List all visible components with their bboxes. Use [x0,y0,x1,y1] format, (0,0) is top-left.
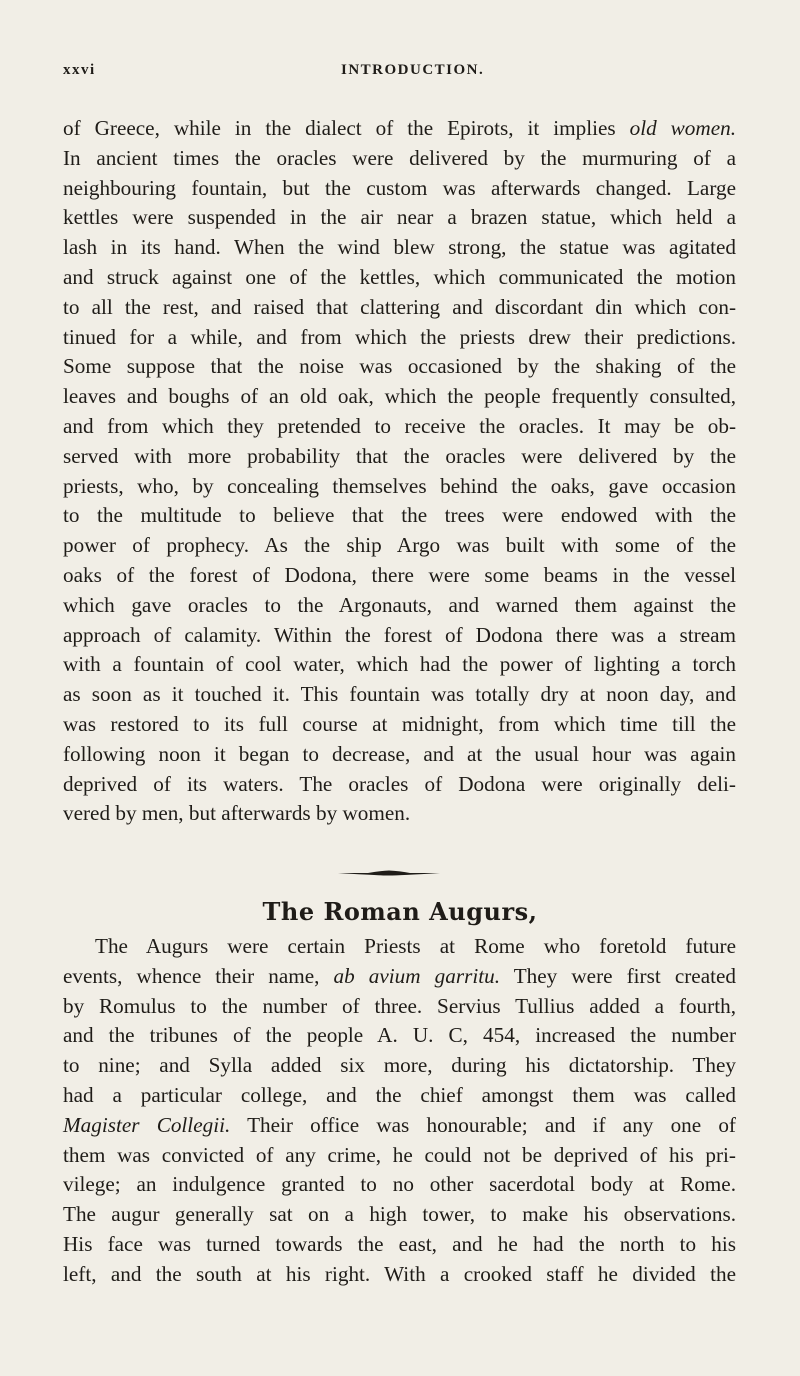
text-line: neighbouring fountain, but the custom was afterwards changed. Large [63,175,736,200]
text-line: power of prophecy. As the ship Argo was built with some of the [63,533,736,558]
text-line: vered by men, but afterwards by women. [63,801,411,826]
text-line: oaks of the forest of Dodona, there were some beams in the vessel [63,562,736,587]
italic-phrase: ab avium garritu. [333,963,501,988]
text-line: with a fountain of cool water, which had the power of lighting a torch [63,652,736,677]
text-line: approach of calamity. Within the forest of Dodona there was a stream [63,622,736,647]
text-line: of Greece, while in the dialect of the Epirots, it implies old women. [63,116,737,140]
text-line: served with more probability that the oracles were delivered by the [63,443,736,468]
text-line: and the tribunes of the people A. U. C, 454, increased the number [63,1023,736,1048]
text-line: and from which they pretended to receive the oracles. It may be ob- [63,413,736,438]
text-line: priests, who, by concealing themselves behind the oaks, gave occasion [63,473,736,498]
italic-phrase: old women. [629,116,737,140]
text-line: Some suppose that the noise was occasioned by the shaking of the [63,354,736,379]
text-line: tinued for a while, and from which the priests drew their predictions. [63,324,736,349]
text-line: Magister Collegii. Their office was honourable; and if any one of [63,1112,736,1137]
text-line: by Romulus to the number of three. Servius Tullius added a fourth, [63,993,736,1018]
text-line: deprived of its waters. The oracles of Dodona were originally deli- [63,771,736,796]
ornamental-divider [338,870,440,876]
text-line: kettles were suspended in the air near a brazen statue, which held a [63,205,736,230]
text-line: as soon as it touched it. This fountain was totally dry at noon day, and [63,682,736,707]
text-line: to nine; and Sylla added six more, during his dictatorship. They [63,1053,736,1078]
text-line: His face was turned towards the east, and he had the north to his [63,1231,736,1256]
text-line: to all the rest, and raised that clattering and discordant din which con- [63,294,736,319]
text-line: The Augurs were certain Priests at Rome who foretold future [95,934,736,958]
text-line: events, whence their name, ab avium garritu. They were first created [63,963,736,988]
text-line: and struck against one of the kettles, which communicated the motion [63,264,736,289]
text-line: which gave oracles to the Argonauts, and warned them against the [63,592,736,617]
text-line: In ancient times the oracles were delivered by the murmuring of a [63,145,736,170]
text-line: lash in its hand. When the wind blew strong, the statue was agitated [63,235,736,260]
text-line: had a particular college, and the chief amongst them was called [63,1082,736,1107]
text-line: to the multitude to believe that the trees were endowed with the [63,503,736,528]
text-line: them was convicted of any crime, he could not be deprived of his pri- [63,1142,736,1167]
text-line: was restored to its full course at midnight, from which time till the [63,711,736,736]
text-line: vilege; an indulgence granted to no other sacerdotal body at Rome. [63,1172,736,1197]
paragraph-dodona [63,114,736,829]
text-line: left, and the south at his right. With a crooked staff he divided the [63,1261,736,1286]
text-line: The augur generally sat on a high tower, to make his observations. [63,1202,736,1227]
page-number: xxvi [63,62,96,78]
paragraph-augurs [63,932,736,1290]
running-title: INTRODUCTION. [341,62,485,78]
section-heading: The Roman Augurs, [262,897,538,926]
text-line: leaves and boughs of an old oak, which the people frequently consulted, [63,384,736,409]
italic-phrase: Magister Collegii. [63,1112,231,1137]
text-line: following noon it began to decrease, and at the usual hour was again [63,741,736,766]
